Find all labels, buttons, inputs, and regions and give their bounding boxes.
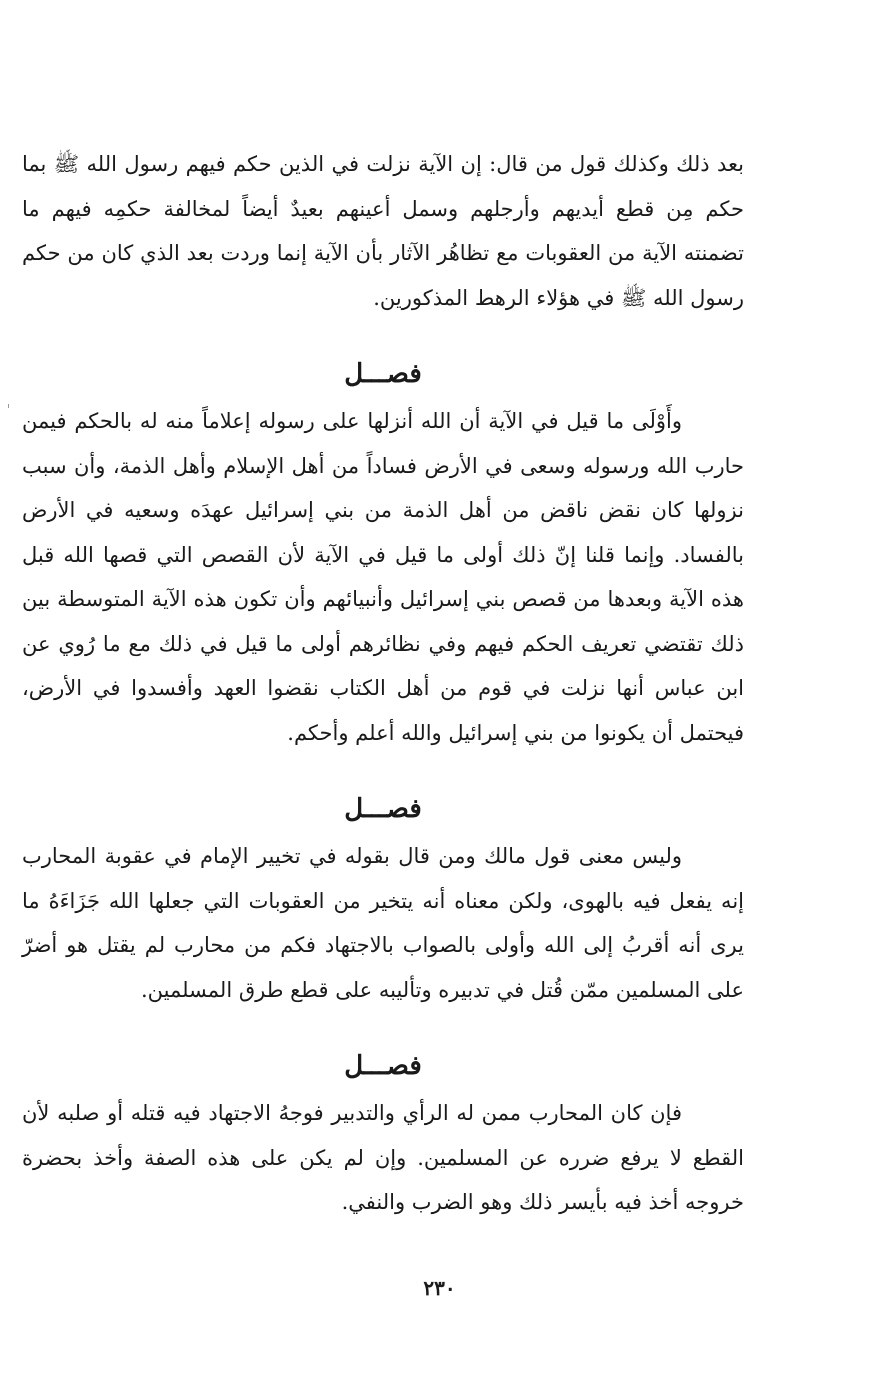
page-body: [22, 142, 744, 1225]
section-heading-3: فصـــل: [344, 1051, 422, 1081]
section-body-3: فإن كان المحارب ممن له الرأي والتدبير فوجهُ الاجتهاد فيه قتله أو صلبه لأن القطع لا يرفع ضرره عن المسلمين. وإن لم يكن على هذه الصفة وأخذ بحضرة خروجه أخذ فيه بأيسر ذلك وهو الضرب والنفي.: [22, 1101, 744, 1214]
section-body-2: وليس معنى قول مالك ومن قال بقوله في تخيير الإمام في عقوبة المحارب إنه يفعل فيه بالهوى، ولكن معناه أنه يتخير من العقوبات التي جعلها الله جَزَاءَهُ ما يرى أنه أقربُ إلى الله وأولى بالصواب بالاجتهاد فكم من محارب لم يقتل هو أضرّ على المسلمين ممّن قُتل في تدبيره وتأليبه على قطع طرق المسلمين.: [22, 844, 744, 1002]
section-body-1: وأَوْلَى ما قيل في الآية أن الله أنزلها على رسوله إعلاماً منه له بالحكم فيمن حارب الله ورسوله وسعى في الأرض فساداً من أهل الإسلام وأهل الذمة، وأن سبب نزولها كان نقض ناقض من أهل الذمة من بني إسرائيل عهدَه وسعيه في الأرض بالفساد. وإنما قلنا إنّ ذلك أولى ما قيل في الآية لأن القصص التي قصها الله قبل هذه الآية وبعدها من قصص بني إسرائيل وأنبيائهم وأن تكون هذه الآية المتوسطة بين ذلك تقتضي تعريف الحكم فيهم وفي نظائرهم أولى ما قيل في ذلك مع ما رُوي عن ابن عباس أنها نزلت في قوم من أهل الكتاب نقضوا العهد وأفسدوا في الأرض، فيحتمل أن يكونوا من بني إسرائيل والله أعلم وأحكم.: [22, 409, 744, 745]
section-heading-2: فصـــل: [344, 794, 422, 824]
section-heading-1: فصـــل: [344, 359, 422, 389]
intro-paragraph: بعد ذلك وكذلك قول من قال: إن الآية نزلت في الذين حكم فيهم رسول الله ﷺ بما حكم مِن قطع أيديهم وأرجلهم وسمل أعينهم بعيدٌ أيضاً لمخالفة حكمِه فيهم ما تضمنته الآية من العقوبات مع تظاهُر الآثار بأن الآية إنما وردت بعد الذي كان من حكم رسول الله ﷺ في هؤلاء الرهط المذكورين.: [22, 152, 744, 310]
page-number: ٢٣٠: [423, 1276, 456, 1300]
margin-mark: [8, 404, 9, 408]
